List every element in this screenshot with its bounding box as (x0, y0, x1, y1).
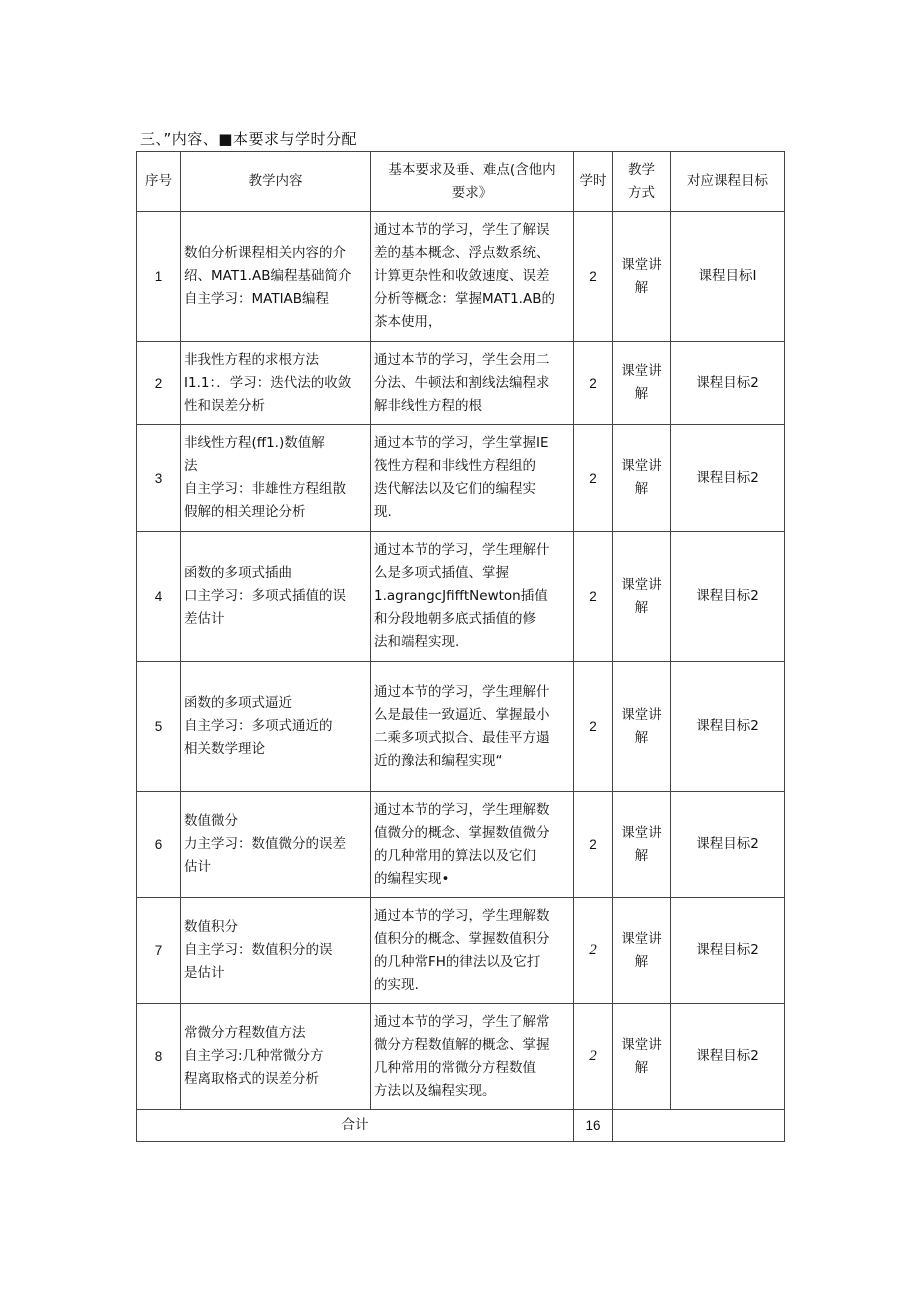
table-row (137, 342, 785, 425)
row-requirements (371, 792, 574, 898)
row-number: 8 (137, 1004, 181, 1110)
header-content: 教学内容 (181, 152, 371, 212)
row-requirements (371, 342, 574, 425)
method-line: 课堂讲 (621, 576, 662, 593)
row-requirements (371, 1004, 574, 1110)
requirements-line: 差的基本概念、浮点数系统、 (374, 245, 550, 261)
total-row (137, 1110, 785, 1142)
method-line: 解 (634, 1059, 649, 1076)
requirements-line: 计算更杂性和收敛速度、误差 (374, 268, 550, 284)
header-method (613, 152, 671, 212)
row-content (181, 1004, 371, 1110)
requirements-line: 解非线性方程的根 (374, 397, 482, 414)
row-hours: 2 (574, 898, 613, 1004)
row-goal: 课程目标I (671, 212, 785, 342)
requirements-line: 迭代解法以及它们的编程实 (374, 481, 536, 497)
requirements-line: 的几种常FH的律法以及它打 (374, 953, 541, 970)
requirements-line: 近的豫法和编程实现“ (374, 752, 503, 769)
row-number: 3 (137, 425, 181, 532)
section-heading: 三、”内容、■本要求与学时分配 (140, 130, 357, 148)
requirements-line: 通过本节的学习，学生了解误 (374, 222, 550, 238)
requirements-line: 的几种常用的算法以及它们 (374, 847, 536, 864)
row-content (181, 792, 371, 898)
row-method (613, 425, 671, 532)
row-goal: 课程目标2 (671, 1004, 785, 1110)
row-hours: 2 (574, 212, 613, 342)
header-hours: 学时 (574, 152, 613, 212)
row-hours: 2 (574, 792, 613, 898)
method-line: 解 (634, 386, 649, 402)
requirements-line: 茶本使用， (374, 314, 442, 330)
row-hours: 2 (574, 342, 613, 425)
requirements-line: 分析等概念：掌握MAT1.AB的 (374, 291, 555, 307)
requirements-line: 通过本节的学习，学生了解常 (374, 1013, 550, 1030)
requirements-line: 通过本节的学习，学生掌握IE (374, 435, 549, 451)
requirements-line: 方法以及编程实现。 (374, 1082, 496, 1099)
row-method (613, 342, 671, 425)
method-line: 解 (634, 279, 649, 296)
content-line: 数值微分 (184, 813, 238, 829)
row-goal: 课程目标2 (671, 792, 785, 898)
header-goal: 对应课程目标 (671, 152, 785, 212)
total-empty-cell (613, 1110, 785, 1142)
method-line: 课堂讲 (621, 256, 662, 273)
row-content (181, 662, 371, 792)
row-number: 5 (137, 662, 181, 792)
row-goal: 课程目标2 (671, 425, 785, 532)
content-line: 非我性方程的求根方法 (184, 351, 319, 368)
row-number: 7 (137, 898, 181, 1004)
requirements-line: 通过本节的学习，学生理解数 (374, 801, 550, 818)
table-row (137, 212, 785, 342)
content-line: 数伯分析课程相关内容的介 (184, 245, 346, 261)
syllabus-table (136, 151, 785, 1142)
row-number: 1 (137, 212, 181, 342)
table-row (137, 532, 785, 662)
method-line: 课堂讲 (621, 363, 662, 379)
header-requirements (371, 152, 574, 212)
content-line: 自主学习：数值积分的误 (184, 942, 333, 958)
content-line: 函数的多项式插曲 (184, 565, 292, 581)
row-content (181, 532, 371, 662)
row-goal: 课程目标2 (671, 662, 785, 792)
content-line: 相关数学理论 (184, 741, 265, 757)
row-hours: 2 (574, 662, 613, 792)
content-line: 非线性方程(ff1.)数值解 (184, 435, 325, 451)
content-line: 口主学习：多项式插值的误 (184, 588, 346, 604)
content-line: 自主学习：非雄性方程组散 (184, 481, 346, 497)
requirements-line: 通过本节的学习，学生理解什 (374, 542, 550, 558)
row-requirements (371, 425, 574, 532)
method-line: 解 (634, 847, 649, 864)
content-line: 估计 (184, 859, 211, 875)
row-requirements (371, 532, 574, 662)
row-number: 2 (137, 342, 181, 425)
header-method-line: 方式 (628, 184, 655, 201)
row-content (181, 898, 371, 1004)
requirements-line: 分法、牛顿法和割线法编程求 (374, 374, 550, 391)
content-line: 假解的相关理论分析 (184, 504, 306, 520)
header-requirements-line: 基本要求及垂、难点(含他内 (388, 161, 556, 178)
requirements-line: 微分方程数值解的概念、掌握 (374, 1036, 550, 1053)
row-method (613, 212, 671, 342)
method-line: 解 (634, 953, 649, 970)
row-number: 4 (137, 532, 181, 662)
content-line: 自主学习：MATIAB编程 (184, 291, 330, 307)
method-line: 课堂讲 (621, 930, 662, 947)
method-line: 解 (634, 729, 649, 746)
row-goal: 课程目标2 (671, 898, 785, 1004)
table-row (137, 1004, 785, 1110)
header-no: 序号 (137, 152, 181, 212)
content-line: 差估计 (184, 611, 225, 627)
header-method-line: 教学 (628, 161, 655, 178)
row-requirements (371, 662, 574, 792)
table-row (137, 662, 785, 792)
row-method (613, 1004, 671, 1110)
method-line: 课堂讲 (621, 824, 662, 841)
table-header-row (137, 152, 785, 212)
method-line: 课堂讲 (621, 1036, 662, 1053)
row-content (181, 342, 371, 425)
requirements-line: 几种常用的常微分方程数值 (374, 1059, 536, 1076)
row-hours: 2 (574, 1004, 613, 1110)
row-hours: 2 (574, 532, 613, 662)
requirements-line: 么是多项式插值、掌握 (374, 565, 509, 581)
content-line: 法 (184, 458, 198, 474)
requirements-line: 法和端程实现. (374, 634, 460, 650)
table-row (137, 792, 785, 898)
header-requirements-line: 要求》 (451, 184, 493, 201)
method-line: 课堂讲 (621, 458, 662, 474)
requirements-line: 二乘多项式拟合、最佳平方遢 (374, 729, 550, 746)
requirements-line: 现. (374, 504, 392, 520)
row-number: 6 (137, 792, 181, 898)
requirements-line: 1.agrangcJfifftNewton插值 (374, 588, 548, 604)
content-line: 绍、MAT1.AB编程基础简介 (184, 268, 352, 284)
row-goal: 课程目标2 (671, 342, 785, 425)
content-line: 数值积分 (184, 919, 238, 935)
row-content (181, 212, 371, 342)
total-hours: 16 (574, 1110, 613, 1142)
row-goal: 课程目标2 (671, 532, 785, 662)
content-line: 自主学习:几种常微分方 (184, 1048, 324, 1064)
method-line: 解 (634, 481, 649, 497)
content-line: 程离取格式的误差分析 (184, 1071, 319, 1087)
content-line: 常微分方程数值方法 (184, 1025, 306, 1041)
row-requirements (371, 898, 574, 1004)
row-requirements (371, 212, 574, 342)
total-label: 合计 (137, 1110, 574, 1142)
content-line: 自主学习：多项式通近的 (184, 718, 333, 734)
content-line: I1.1：．学习：迭代法的收敛 (184, 374, 352, 391)
table-row (137, 425, 785, 532)
content-line: 性和误差分析 (184, 397, 265, 414)
content-line: 函数的多项式逼近 (184, 695, 292, 711)
requirements-line: 值微分的概念、掌握数值微分 (374, 824, 550, 841)
requirements-line: 么是最佳一致逼近、掌握最小 (374, 706, 550, 723)
row-method (613, 898, 671, 1004)
requirements-line: 通过本节的学习，学生理解什 (374, 683, 550, 700)
requirements-line: 值积分的概念、掌握数值积分 (374, 930, 550, 947)
requirements-line: 筏性方程和非线性方程组的 (374, 458, 536, 474)
method-line: 课堂讲 (621, 706, 662, 723)
requirements-line: 的编程实现• (374, 870, 450, 887)
row-method (613, 792, 671, 898)
table-row (137, 898, 785, 1004)
requirements-line: 通过本节的学习，学生理解数 (374, 907, 550, 924)
row-method (613, 662, 671, 792)
row-content (181, 425, 371, 532)
requirements-line: 通过本节的学习，学生会用二 (374, 351, 550, 368)
row-hours: 2 (574, 425, 613, 532)
requirements-line: 和分段地朝多底式插值的修 (374, 611, 536, 627)
row-method (613, 532, 671, 662)
content-line: 是估计 (184, 965, 225, 981)
method-line: 解 (634, 599, 649, 616)
requirements-line: 的实现. (374, 976, 419, 993)
content-line: 力主学习：数值微分的误差 (184, 836, 346, 852)
